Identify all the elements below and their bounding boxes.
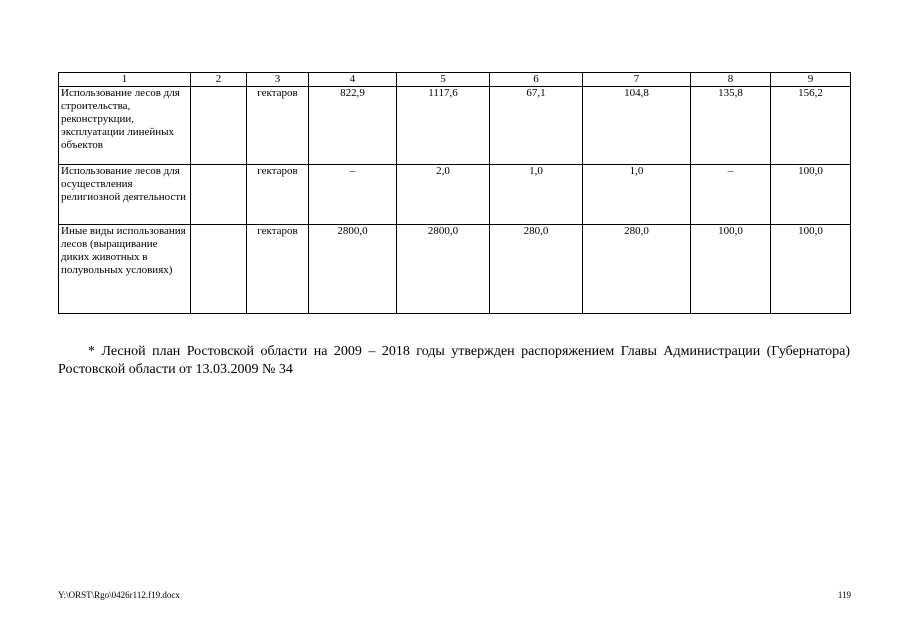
forest-use-table — [58, 72, 851, 314]
row-value: 1117,6 — [397, 87, 490, 165]
row-value: 67,1 — [490, 87, 583, 165]
row-col2 — [191, 87, 247, 165]
column-header-9: 9 — [771, 73, 851, 87]
row-value: 280,0 — [490, 225, 583, 314]
row-label: Иные виды использования лесов (выращивание диких животных в полувольных условиях) — [59, 225, 191, 314]
row-col2 — [191, 225, 247, 314]
table-row — [59, 87, 851, 165]
row-value: 100,0 — [691, 225, 771, 314]
column-header-2: 2 — [191, 73, 247, 87]
row-value: 100,0 — [771, 225, 851, 314]
row-label: Использование лесов для осуществления религиозной деятельности — [59, 165, 191, 225]
row-value: 100,0 — [771, 165, 851, 225]
row-value: 104,8 — [583, 87, 691, 165]
row-value: 2800,0 — [397, 225, 490, 314]
table-row — [59, 165, 851, 225]
row-value: 156,2 — [771, 87, 851, 165]
footnote: * Лесной план Ростовской области на 2009 – 2018 годы утвержден распоряжением Главы Администрации (Губернатора) Ростовской области от 13.03.2009 № 34 — [58, 344, 850, 377]
row-unit: гектаров — [247, 165, 309, 225]
row-unit: гектаров — [247, 225, 309, 314]
row-value: 280,0 — [583, 225, 691, 314]
table-row — [59, 225, 851, 314]
page-number: 119 — [837, 590, 851, 600]
row-unit: гектаров — [247, 87, 309, 165]
row-value: – — [309, 165, 397, 225]
row-col2 — [191, 165, 247, 225]
column-header-5: 5 — [397, 73, 490, 87]
row-value: 822,9 — [309, 87, 397, 165]
column-header-6: 6 — [490, 73, 583, 87]
column-header-4: 4 — [309, 73, 397, 87]
column-header-1: 1 — [59, 73, 191, 87]
column-header-3: 3 — [247, 73, 309, 87]
row-label: Использование лесов для строительства, реконструкции, эксплуатации линейных объектов — [59, 87, 191, 165]
row-value: 1,0 — [490, 165, 583, 225]
row-value: 135,8 — [691, 87, 771, 165]
column-header-8: 8 — [691, 73, 771, 87]
row-value: 1,0 — [583, 165, 691, 225]
row-value: – — [691, 165, 771, 225]
column-header-7: 7 — [583, 73, 691, 87]
footer-file-path: Y:\ORST\Rgo\0426r112.f19.docx — [58, 590, 180, 600]
row-value: 2,0 — [397, 165, 490, 225]
table-header-row — [59, 73, 851, 87]
row-value: 2800,0 — [309, 225, 397, 314]
